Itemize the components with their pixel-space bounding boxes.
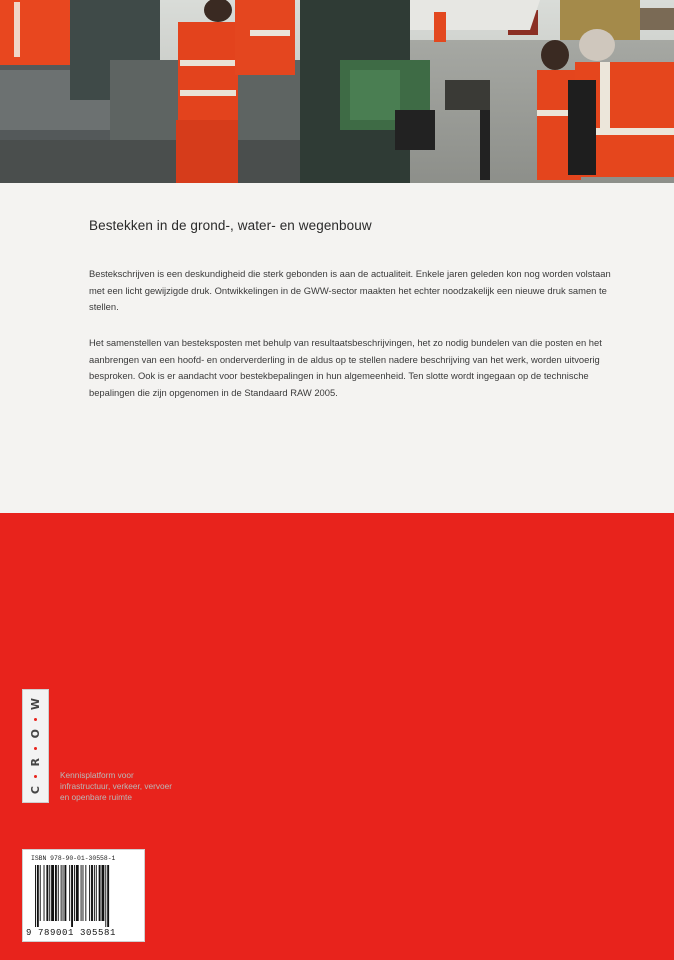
barcode-bar: [46, 865, 48, 921]
barcode-bar: [102, 865, 105, 921]
barcode-bar: [96, 865, 97, 921]
barcode-bar: [37, 865, 39, 927]
barcode-bar: [105, 865, 106, 927]
barcode-bar: [40, 865, 41, 921]
barcode-bar: [71, 865, 73, 927]
barcode-bar: [85, 865, 86, 921]
logo-letter: C: [29, 785, 42, 794]
barcode-bar: [51, 865, 54, 921]
logo-letter: O: [29, 729, 42, 739]
logo-dot: [34, 718, 37, 721]
ean-digits: 9 789001 305581: [26, 928, 117, 938]
isbn-number: ISBN 978-90-01-30558-1: [31, 855, 116, 862]
description-paragraph: Bestekschrijven is een deskundigheid die sterk gebonden is aan de actualiteit. Enkele jaren geleden kon nog worden volstaan met een licht gewijzigde druk. Ontwikkelingen in de GWW-sector maakten het echter noodzakelijk een nieuwe druk samen te stellen.: [89, 268, 611, 312]
barcode-icon: [35, 865, 138, 927]
barcode-bar: [58, 865, 59, 921]
cover-photo: [0, 0, 674, 183]
barcode-bar: [63, 865, 64, 921]
barcode-bar: [74, 865, 75, 921]
barcode-bar: [64, 865, 66, 921]
barcode-bar: [81, 865, 82, 921]
logo-letter: W: [29, 698, 42, 711]
crow-logo: [22, 689, 49, 803]
barcode-bar: [49, 865, 50, 921]
barcode-bar: [89, 865, 90, 921]
logo-dot: [34, 747, 37, 750]
tagline-line: en openbare ruimte: [60, 792, 132, 802]
barcode-bar: [61, 865, 62, 921]
description-paragraph: Het samenstellen van besteksposten met behulp van resultaatsbeschrijvingen, het zo nodig bundelen van die posten en het aanbrengen van een hoofd- en onderverderling in de aldus op te stellen nadere beschrijving van het werk, worden uitvoerig besproken. Ook is er aandacht voor bestekbepalingen in hun algemeenheid. Ten slotte wordt ingegaan op de technische bepalingen die zijn opgenomen in de Standaard RAW 2005.: [89, 337, 602, 398]
publisher-tagline: [60, 770, 172, 803]
tagline-line: Kennisplatform voor: [60, 770, 134, 780]
barcode-bar: [44, 865, 45, 921]
logo-dot: [34, 775, 37, 778]
logo-letter: R: [29, 758, 42, 767]
barcode-label: [22, 849, 145, 942]
barcode-bar: [83, 865, 84, 921]
barcode-bar: [76, 865, 79, 921]
barcode-bar: [35, 865, 36, 927]
tagline-line: infrastructuur, verkeer, vervoer: [60, 781, 173, 791]
photo-road-workers-icon: [0, 0, 674, 183]
barcode-bar: [69, 865, 70, 921]
barcode-bar: [107, 865, 109, 927]
barcode-bar: [91, 865, 93, 921]
barcode-bar: [94, 865, 95, 921]
barcode-bar: [99, 865, 101, 921]
barcode-bar: [55, 865, 57, 921]
book-title: Bestekken in de grond-, water- en wegenbouw: [89, 218, 372, 233]
